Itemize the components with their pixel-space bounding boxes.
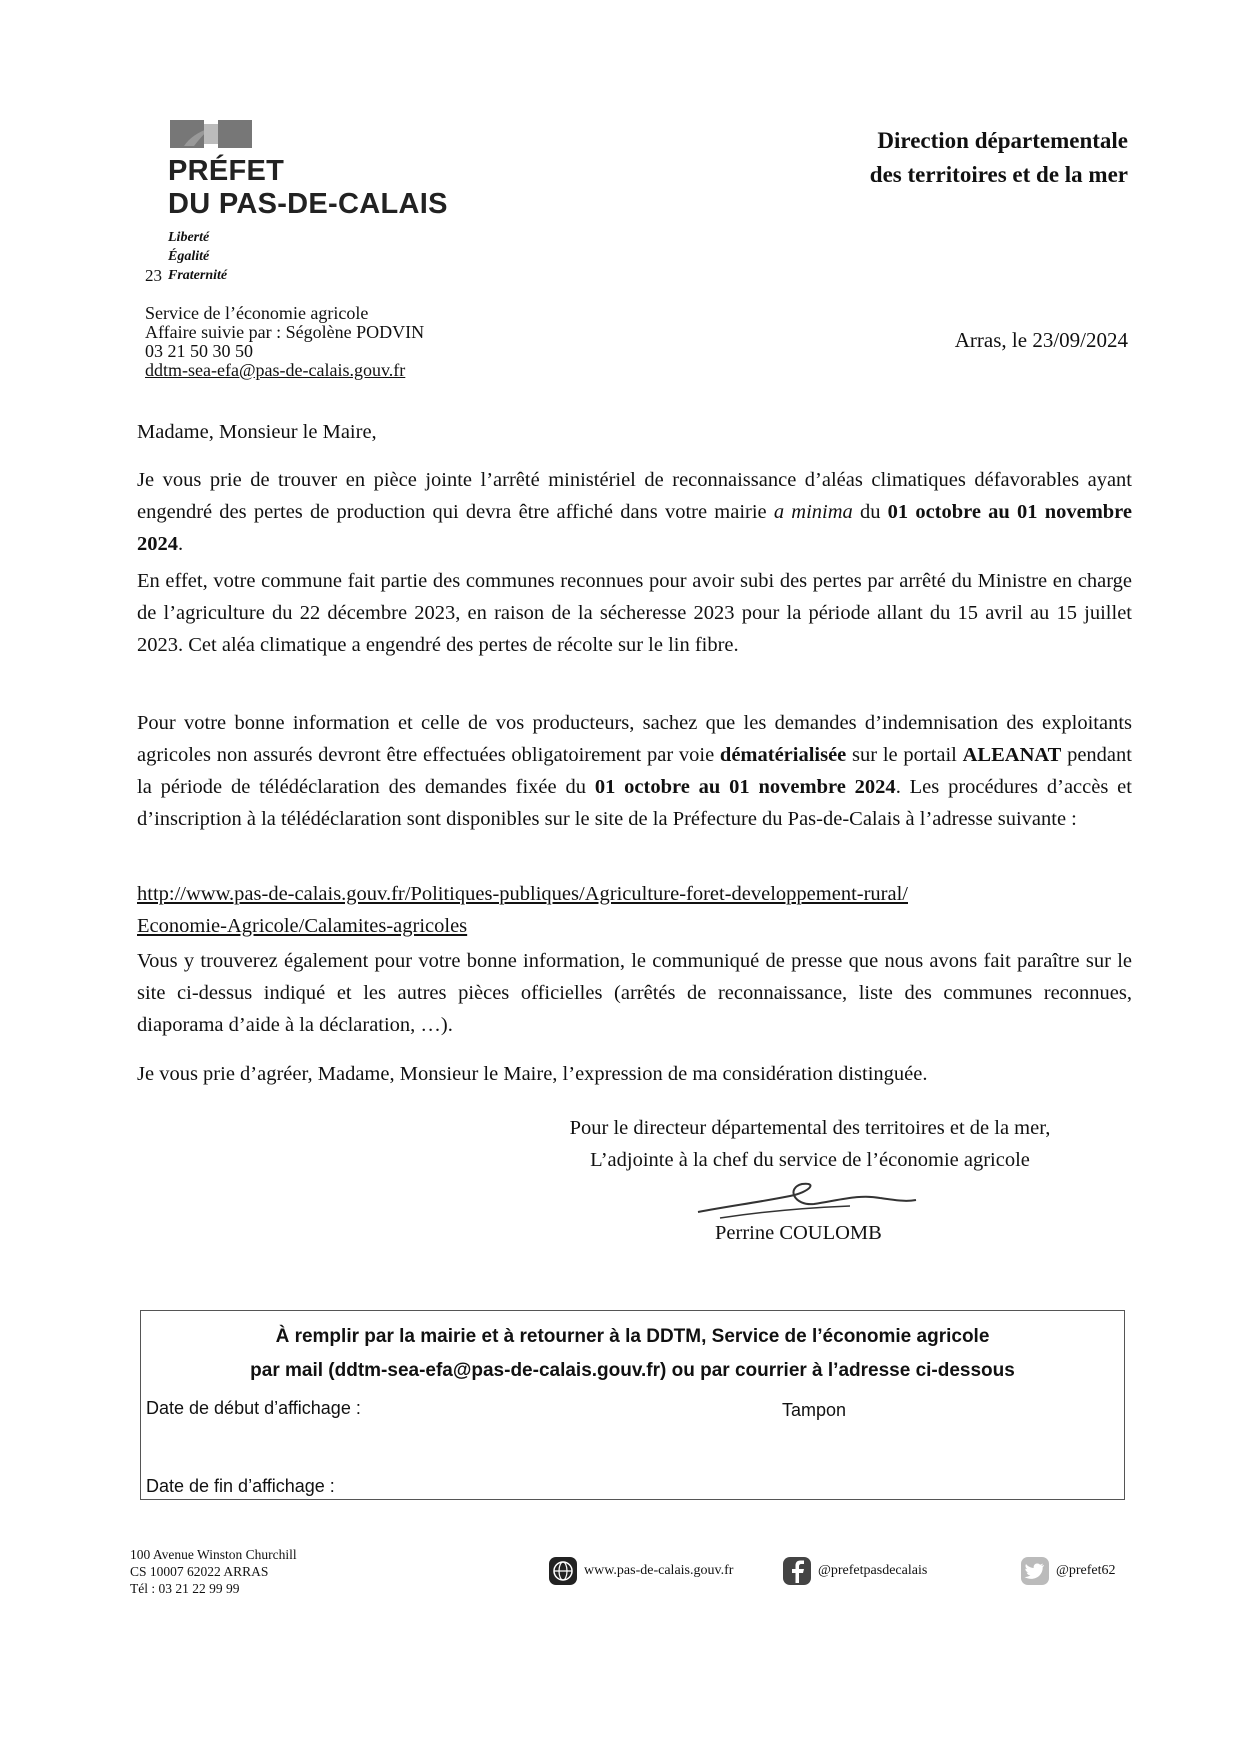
sender-info <box>145 304 424 380</box>
prefet-line1: PRÉFET <box>168 155 285 187</box>
paragraph-5 <box>137 1058 1132 1090</box>
form-title-line2: par mail (ddtm-sea-efa@pas-de-calais.gouv.fr) ou par courrier à l’adresse ci-dessous <box>250 1360 1015 1381</box>
direction-line1: Direction départementale <box>877 128 1128 153</box>
devise-fraternite: Fraternité <box>168 268 228 283</box>
p1-text-c: . <box>178 533 184 555</box>
p3-bold-dates: 01 octobre au 01 novembre 2024 <box>594 776 896 798</box>
facebook-text[interactable]: @prefetpasdecalais <box>818 1563 928 1578</box>
letter-date: Arras, le 23/09/2024 <box>954 328 1128 352</box>
url-line2[interactable]: Economie-Agricole/Calamites-agricoles <box>137 915 468 937</box>
facebook-icon <box>782 1556 812 1586</box>
prefet-line2: DU PAS-DE-CALAIS <box>168 188 448 220</box>
handwritten-number: 23 <box>145 266 162 285</box>
p1-text-b: du <box>852 501 888 523</box>
devise-liberte: Liberté <box>168 230 210 245</box>
form-box-title <box>140 1320 1125 1388</box>
p4-text: Vous y trouverez également pour votre bonne information, le communiqué de presse que nous avons fait paraître sur le site ci-dessus indiqué et les autres pièces officielles (arrêtés de reconnaissance, liste des communes reconnues, diaporama d’aide à la déclaration, …). <box>137 950 1132 1036</box>
address-line2: CS 10007 62022 ARRAS <box>130 1564 269 1579</box>
stamp-label: Tampon <box>782 1400 847 1420</box>
handwritten-signature <box>690 1172 920 1224</box>
phone-number: 03 21 50 30 50 <box>145 341 253 361</box>
signer-name: Perrine COULOMB <box>715 1222 882 1244</box>
salutation: Madame, Monsieur le Maire, <box>137 421 377 443</box>
prefecture-url[interactable] <box>137 878 1132 942</box>
p3-bold-dematerialisee: dématérialisée <box>719 744 847 766</box>
affaire-suivie: Affaire suivie par : Ségolène PODVIN <box>145 322 425 342</box>
twitter-text[interactable]: @prefet62 <box>1056 1563 1116 1578</box>
paragraph-3 <box>137 707 1132 835</box>
form-title-line1: À remplir par la mairie et à retourner à la DDTM, Service de l’économie agricole <box>275 1326 990 1347</box>
sign-line2: L’adjointe à la chef du service de l’économie agricole <box>590 1149 1030 1171</box>
devise <box>168 228 227 285</box>
p3-text-a: Pour votre bonne information et celle de vos producteurs, sachez que les demandes d’indemnisation des exploitants agricoles non assurés devront être effectuées obligatoirement par voie <box>137 712 1132 766</box>
address-line3: Tél : 03 21 22 99 99 <box>130 1581 240 1596</box>
p3-text-c: pendant la période de télédéclaration des demandes fixée du <box>137 744 1132 798</box>
globe-icon <box>548 1556 578 1586</box>
paragraph-4 <box>137 945 1132 1041</box>
service-name: Service de l’économie agricole <box>145 303 369 323</box>
p2-text: En effet, votre commune fait partie des communes reconnues pour avoir subi des pertes par arrêté du Ministre en charge de l’agriculture du 22 décembre 2023, en raison de la sécheresse 2023 pour la période allant du 15 avril au 15 juillet 2023. Cet aléa climatique a engendré des pertes de récolte sur le lin fibre. <box>137 570 1132 656</box>
footer-website[interactable] <box>548 1556 733 1586</box>
start-date-label: Date de début d’affichage : <box>146 1398 361 1418</box>
footer-address <box>130 1546 297 1597</box>
paragraph-2 <box>137 565 1132 661</box>
paragraph-1 <box>137 464 1132 560</box>
p3-text-d: . Les procédures d’accès et d’inscription à la télédéclaration sont disponibles sur le site de la Préfecture du Pas-de-Calais à l’adresse suivante : <box>137 776 1132 830</box>
url-line1[interactable]: http://www.pas-de-calais.gouv.fr/Politiques-publiques/Agriculture-foret-developpement-rural/ <box>137 883 908 905</box>
sign-line1: Pour le directeur départemental des territoires et de la mer, <box>569 1117 1051 1139</box>
prefet-title <box>168 155 448 221</box>
p1-bold-dates: 01 octobre au 01 novembre 2024 <box>137 501 1132 555</box>
email-link[interactable]: ddtm-sea-efa@pas-de-calais.gouv.fr <box>145 360 406 380</box>
end-date-label: Date de fin d’affichage : <box>146 1476 335 1496</box>
address-line1: 100 Avenue Winston Churchill <box>130 1547 297 1562</box>
twitter-icon <box>1020 1556 1050 1586</box>
p1-text-a: Je vous prie de trouver en pièce jointe l’arrêté ministériel de reconnaissance d’aléas climatiques défavorables ayant engendré des pertes de production qui devra être affiché dans votre mairie <box>137 469 1132 523</box>
website-text[interactable]: www.pas-de-calais.gouv.fr <box>584 1563 734 1578</box>
p1-italic: a minima <box>773 501 853 523</box>
p3-text-b: sur le portail <box>846 744 963 766</box>
p3-bold-aleanat: ALEANAT <box>962 744 1062 766</box>
footer-facebook[interactable] <box>782 1556 927 1586</box>
devise-egalite: Égalité <box>168 249 210 264</box>
signature-block <box>530 1112 1090 1176</box>
footer-twitter[interactable] <box>1020 1556 1116 1586</box>
p5-text: Je vous prie d’agréer, Madame, Monsieur le Maire, l’expression de ma considération distinguée. <box>137 1063 928 1085</box>
marianne-logo <box>170 120 252 148</box>
direction-title <box>870 124 1128 192</box>
direction-line2: des territoires et de la mer <box>869 162 1128 187</box>
